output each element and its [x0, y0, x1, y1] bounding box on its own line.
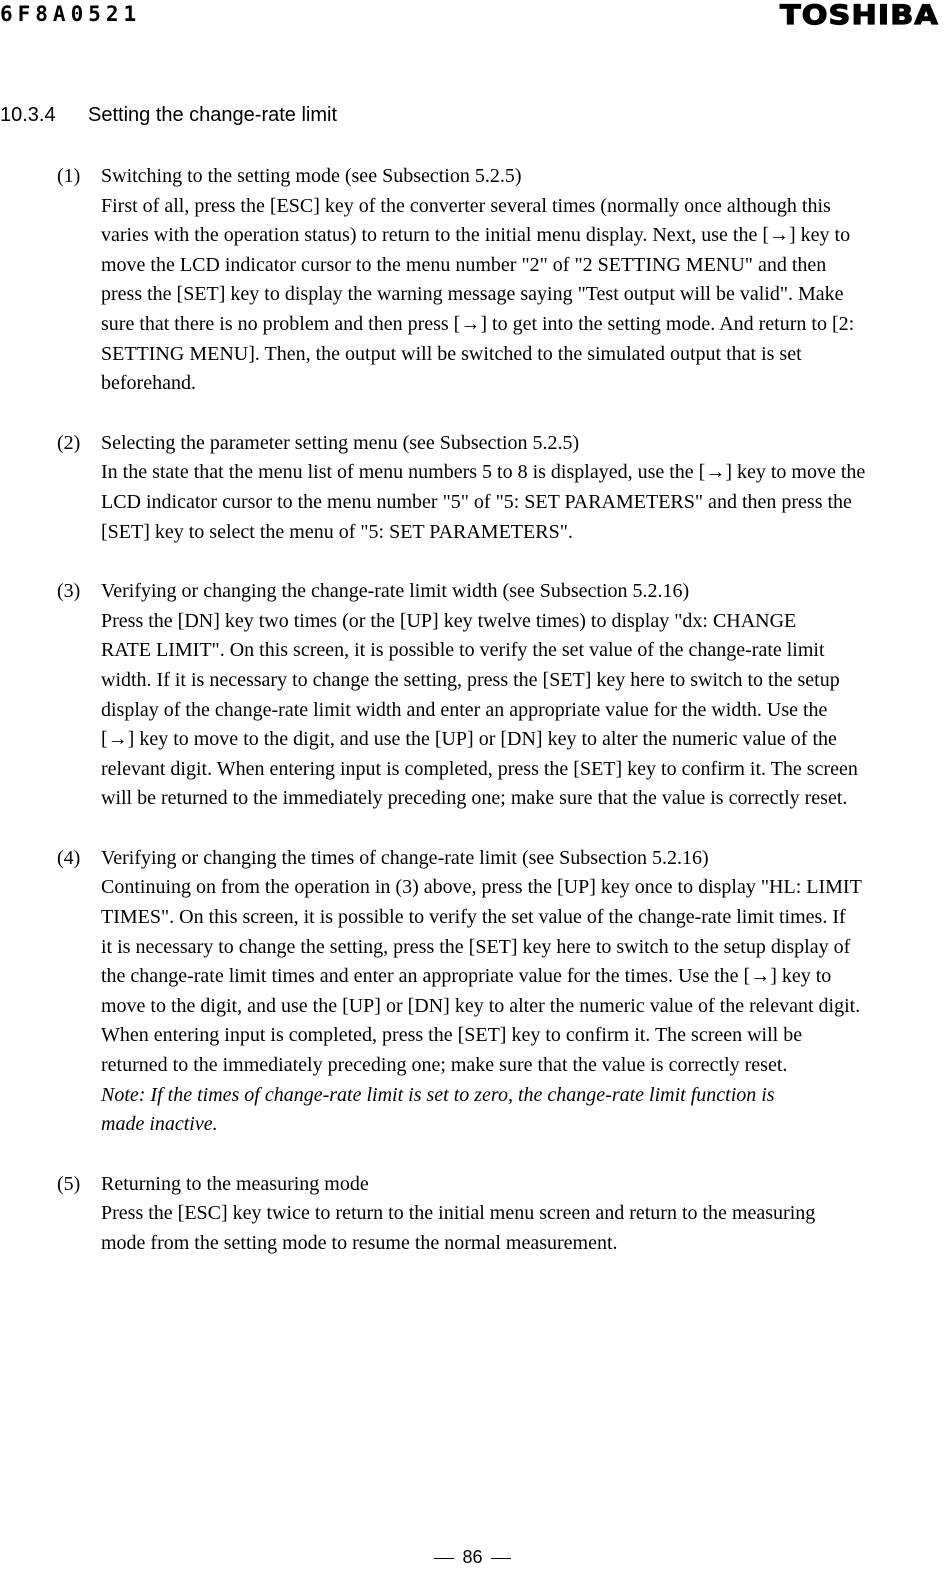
procedure-list	[0, 162, 945, 1289]
step-body	[101, 429, 941, 547]
step-body	[101, 577, 941, 814]
step-text-line: First of all, press the [ESC] key of the converter several times (normally once although this	[101, 194, 831, 217]
footer-dash-left	[434, 1558, 454, 1559]
step-text-line: will be returned to the immediately preceding one; make sure that the value is correctly reset.	[101, 787, 848, 810]
footer-dash-right	[491, 1558, 511, 1559]
step-text-line: LCD indicator cursor to the menu number "5" of "5: SET PARAMETERS" and then press the	[101, 490, 852, 513]
step-text-line: move the LCD indicator cursor to the menu number "2" of "2 SETTING MENU" and then	[101, 253, 827, 276]
document-code: 6F8A0521	[0, 2, 142, 26]
step-body	[101, 1170, 941, 1259]
step-heading: Returning to the measuring mode	[101, 1172, 369, 1195]
step-text-line: varies with the operation status) to return to the initial menu display. Next, use the [→] key to	[101, 224, 851, 247]
toshiba-logo: TOSHIBA	[780, 0, 939, 31]
procedure-step	[0, 429, 945, 547]
step-heading: Switching to the setting mode (see Subsection 5.2.5)	[101, 165, 522, 187]
step-text-line: When entering input is completed, press the [SET] key to confirm it. The screen will be	[101, 1024, 803, 1047]
step-text-line: Press the [ESC] key twice to return to the initial menu screen and return to the measuring	[101, 1202, 816, 1225]
page-footer	[0, 1547, 945, 1568]
section-number: 10.3.4	[0, 104, 56, 126]
step-text-line: returned to the immediately preceding one; make sure that the value is correctly reset.	[101, 1054, 788, 1077]
step-text-line: [→] key to move to the digit, and use the [UP] or [DN] key to alter the numeric value of the	[101, 728, 837, 751]
step-text-line: display of the change-rate limit width and enter an appropriate value for the width. Use the	[101, 698, 828, 721]
step-text-line: it is necessary to change the setting, press the [SET] key here to switch to the setup display of	[101, 935, 851, 958]
procedure-step	[0, 577, 945, 814]
step-number: (4)	[57, 846, 81, 869]
step-text-line: move to the digit, and use the [UP] or [DN] key to alter the numeric value of the relevant digit.	[101, 994, 861, 1017]
step-text-line: width. If it is necessary to change the setting, press the [SET] key here to switch to the setup	[101, 668, 840, 691]
section-title: Setting the change-rate limit	[88, 104, 338, 126]
step-heading: Verifying or changing the change-rate limit width (see Subsection 5.2.16)	[101, 580, 690, 603]
step-text-line: beforehand.	[101, 372, 196, 395]
step-number: (3)	[57, 580, 81, 603]
step-heading: Selecting the parameter setting menu (see Subsection 5.2.5)	[101, 431, 580, 454]
step-text-line: TIMES". On this screen, it is possible to verify the set value of the change-rate limit times. If	[101, 906, 846, 929]
procedure-step	[0, 162, 945, 399]
step-number: (1)	[57, 165, 81, 187]
step-number: (2)	[57, 431, 81, 454]
step-note-line: made inactive.	[101, 1113, 218, 1136]
step-text-line: relevant digit. When entering input is completed, press the [SET] key to confirm it. The screen	[101, 757, 858, 780]
page-number: 86	[462, 1547, 483, 1567]
section-heading	[0, 104, 337, 127]
step-text-line: [SET] key to select the menu of "5: SET PARAMETERS".	[101, 520, 573, 543]
step-text-line: press the [SET] key to display the warning message saying "Test output will be valid". Make	[101, 283, 844, 306]
step-text-line: the change-rate limit times and enter an appropriate value for the times. Use the [→] key to	[101, 965, 832, 988]
step-text-line: RATE LIMIT". On this screen, it is possible to verify the set value of the change-rate limit	[101, 639, 825, 662]
step-text-line: In the state that the menu list of menu numbers 5 to 8 is displayed, use the [→] key to move the	[101, 461, 866, 484]
step-note-line: Note: If the times of change-rate limit is set to zero, the change-rate limit function is	[101, 1083, 775, 1106]
step-body	[101, 162, 941, 399]
step-number: (5)	[57, 1172, 81, 1195]
step-text-line: sure that there is no problem and then press [→] to get into the setting mode. And return to [2:	[101, 312, 855, 335]
procedure-step	[0, 1170, 945, 1259]
step-text-line: mode from the setting mode to resume the normal measurement.	[101, 1232, 618, 1254]
step-heading: Verifying or changing the times of change-rate limit (see Subsection 5.2.16)	[101, 846, 709, 869]
step-text-line: Continuing on from the operation in (3) above, press the [UP] key once to display "HL: LIMIT	[101, 876, 862, 899]
step-text-line: SETTING MENU]. Then, the output will be switched to the simulated output that is set	[101, 342, 802, 365]
procedure-step	[0, 844, 945, 1140]
step-body	[101, 844, 941, 1140]
step-text-line: Press the [DN] key two times (or the [UP] key twelve times) to display "dx: CHANGE	[101, 609, 797, 632]
